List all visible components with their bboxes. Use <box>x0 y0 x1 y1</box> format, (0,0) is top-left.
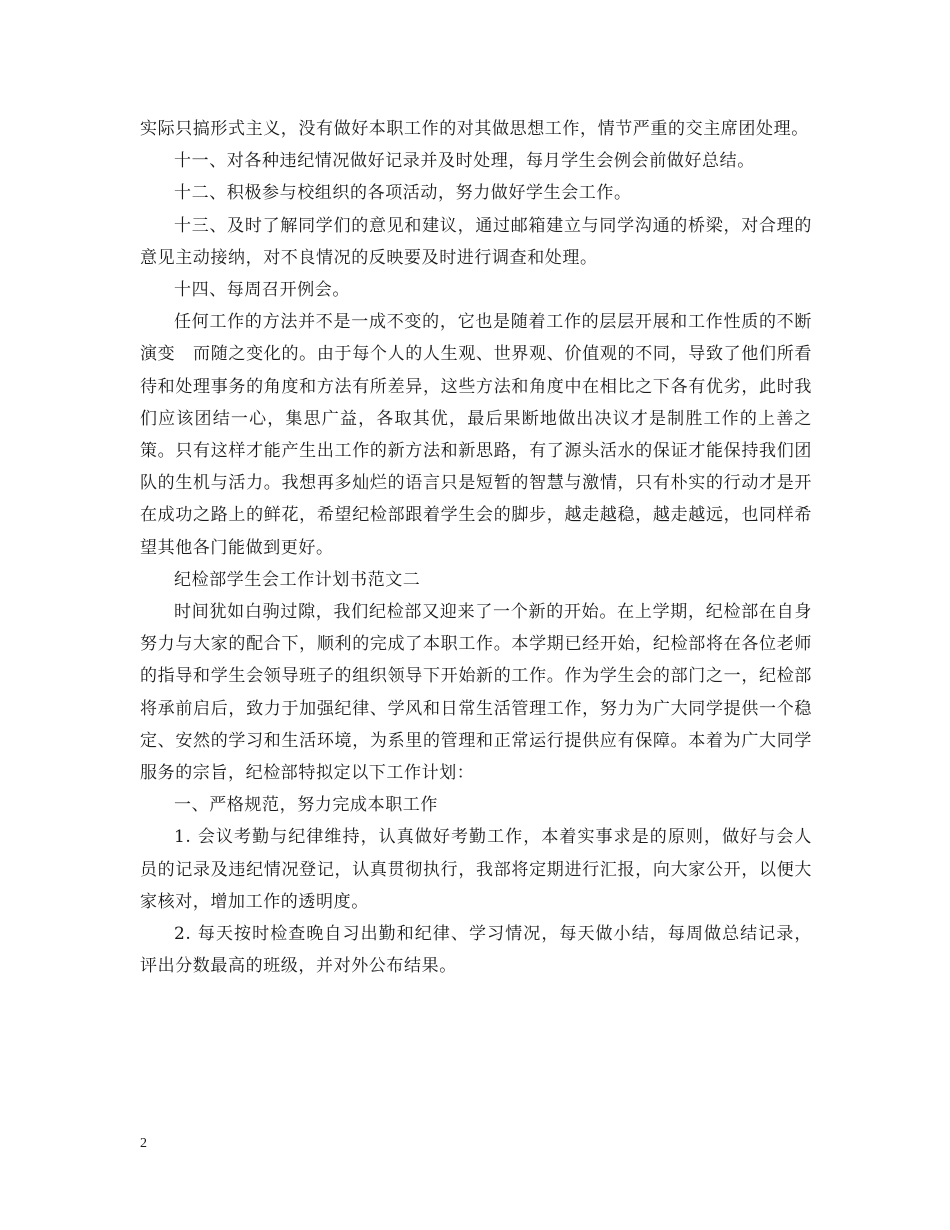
paragraph-8: 时间犹如白驹过隙，我们纪检部又迎来了一个新的开始。在上学期，纪检部在自身努力与大家的配合下，顺利的完成了本职工作。本学期已经开始，纪检部将在各位老师的指导和学生会领导班子的组织领导下开始新的工作。作为学生会的部门之一，纪检部将承前启后，致力于加强纪律、学风和日常生活管理工作，努力为广大同学提供一个稳定、安然的学习和生活环境，为系里的管理和正常运行提供应有保障。本着为广大同学服务的宗旨，纪检部特拟定以下工作计划： <box>140 602 812 784</box>
list-item-1: 1. 会议考勤与纪律维持，认真做好考勤工作，本着实事求是的原则，做好与会人员的记录及违纪情况登记，认真贯彻执行，我部将定期进行汇报，向大家公开，以便大家核对，增加工作的透明度。 <box>140 827 812 912</box>
list-item-2: 2. 每天按时检查晚自习出勤和纪律、学习情况，每天做小结，每周做总结记录，评出分数最高的班级，并对外公布结果。 <box>140 924 812 977</box>
paragraph-5: 十四、每周召开例会。 <box>174 280 350 301</box>
subsection-heading: 一、严格规范，努力完成本职工作 <box>174 795 438 816</box>
paragraph-1: 实际只搞形式主义，没有做好本职工作的对其做思想工作，情节严重的交主席团处理。 <box>140 119 809 139</box>
paragraph-6: 任何工作的方法并不是一成不变的，它也是随着工作的层层开展和工作性质的不断演变 而随之变化的。由于每个人的人生观、世界观、价值观的不同，导致了他们所看待和处理事务的角度和方法有所差异，这些方法和角度中在相比之下各有优劣，此时我们应该团结一心，集思广益，各取其优，最后果断地做出决议才是制胜工作的上善之策。只有这样才能产生出工作的新方法和新思路，有了源头活水的保证才能保持我们团队的生机与活力。我想再多灿烂的语言只是短暂的智慧与激情，只有朴实的行动才是开在成功之路上的鲜花，希望纪检部跟着学生会的脚步，越走越稳，越走越远，也同样希望其他各门能做到更好。 <box>140 312 812 558</box>
paragraph-4: 十三、及时了解同学们的意见和建议，通过邮箱建立与同学沟通的桥梁，对合理的意见主动接纳，对不良情况的反映要及时进行调查和处理。 <box>140 215 812 268</box>
paragraph-3: 十二、积极参与校组织的各项活动，努力做好学生会工作。 <box>174 183 632 204</box>
paragraph-2: 十一、对各种违纪情况做好记录并及时处理，每月学生会例会前做好总结。 <box>174 151 755 172</box>
section-heading: 纪检部学生会工作计划书范文二 <box>174 569 421 590</box>
page-number: 2 <box>140 1136 147 1151</box>
document-body <box>140 113 812 982</box>
